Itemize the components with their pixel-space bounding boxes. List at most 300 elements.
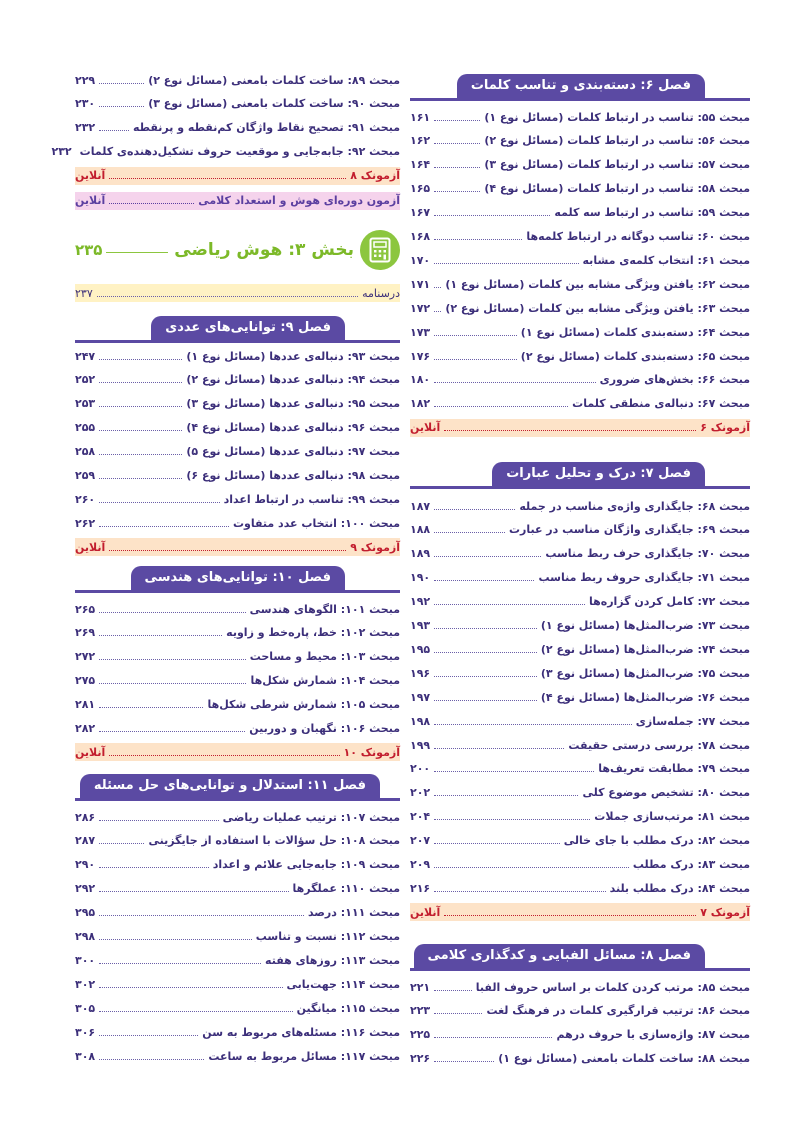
entry-title: مبحث ۹۹: تناسب در ارتباط اعداد: [223, 492, 400, 506]
page-number: ۱۹۲: [410, 595, 431, 609]
dot-leader: [434, 263, 578, 264]
chapter-rule: [75, 340, 400, 343]
page-number: ۱۸۹: [410, 547, 431, 561]
page-number: ۲۲۶: [410, 1052, 431, 1066]
entry-title: آزمونک ۱۰: [343, 745, 400, 759]
page-number: ۲۱۶: [410, 881, 431, 895]
section-leader: [106, 252, 168, 253]
page-number: ۲۸۷: [75, 834, 96, 848]
page-number: ۲۶۲: [75, 516, 96, 530]
page-number: ۲۸۱: [75, 698, 96, 712]
page-number: ۱۷۳: [410, 325, 431, 339]
dot-leader: [99, 939, 252, 940]
entry-title: مبحث ۱۰۲: خط، پاره‌خط و زاویه: [226, 626, 400, 640]
entry-title: آزمونک ۸: [350, 169, 400, 183]
toc-entry[interactable]: [410, 688, 750, 706]
chapter-header: [75, 774, 400, 804]
dot-leader: [434, 795, 578, 796]
entry-title: مبحث ۵۶: تناسب در ارتباط کلمات (مسائل نوع ۲): [484, 134, 750, 148]
entry-title: مبحث ۸۸: ساخت کلمات بامعنی (مسائل نوع ۱): [498, 1052, 750, 1066]
page-number: ۳۰۸: [75, 1049, 96, 1063]
lesson-entry[interactable]: [75, 284, 400, 302]
dot-leader: [99, 502, 219, 503]
entry-title: مبحث ۱۱۱: درصد: [307, 906, 400, 920]
toc-entry[interactable]: [75, 467, 400, 485]
toc-entry[interactable]: [75, 856, 400, 874]
chapter-rule: [410, 968, 750, 971]
dot-leader: [99, 430, 182, 431]
page-number: ۲۷۲: [75, 650, 96, 664]
page-number: ۲۹۵: [75, 906, 96, 920]
entry-title: مبحث ۱۰۵: شمارش شرطی شکل‌ها: [207, 698, 400, 712]
entry-title: مبحث ۶۵: دسته‌بندی کلمات (مسائل نوع ۲): [520, 349, 750, 363]
entry-title: مبحث ۶۳: یافتن ویژگی مشابه بین کلمات (مسائل نوع ۲): [445, 301, 750, 315]
dot-leader: [109, 203, 194, 204]
entry-title: آزمونک ۷: [700, 905, 750, 919]
toc-entry[interactable]: [410, 808, 750, 826]
page-number: ۲۴۷: [75, 349, 96, 363]
page-number: ۱۹۹: [410, 738, 431, 752]
toc-entry[interactable]: [410, 593, 750, 611]
page-number: ۱۹۷: [410, 690, 431, 704]
page-number: ۱۷۲: [410, 301, 431, 315]
chapter-rule: [75, 798, 400, 801]
toc-entry[interactable]: [75, 395, 400, 413]
dot-leader: [99, 820, 218, 821]
page-number: ۲۰۰: [410, 762, 431, 776]
page-number: ۳۰۰: [75, 953, 96, 967]
dot-leader: [99, 731, 245, 732]
toc-entry[interactable]: [410, 736, 750, 754]
page-number: آنلاین: [75, 194, 106, 207]
page-number: ۲۵۵: [75, 421, 96, 435]
entry-title: مبحث ۱۱۲: نسبت و تناسب: [255, 930, 400, 943]
section-page: ۲۳۵: [75, 241, 103, 259]
entry-title: مبحث ۸۹: ساخت کلمات بامعنی (مسائل نوع ۲): [148, 73, 400, 87]
page-number: ۱۶۲: [410, 134, 431, 148]
toc-entry[interactable]: [75, 880, 400, 898]
entry-title: مبحث ۱۰۰: انتخاب عدد متفاوت: [232, 516, 400, 530]
dot-leader: [99, 915, 304, 916]
dot-leader: [434, 382, 595, 383]
dot-leader: [109, 550, 346, 551]
page-number: ۲۸۶: [75, 810, 96, 824]
entry-title: مبحث ۱۰۳: محیط و مساحت: [249, 650, 400, 664]
entry-title: مبحث ۹۶: دنباله‌ی عددها (مسائل نوع ۴): [186, 421, 400, 435]
page-number: ۳۰۶: [75, 1025, 96, 1039]
section-header: [75, 228, 400, 272]
toc-entry[interactable]: [75, 808, 400, 826]
entry-title: مبحث ۹۷: دنباله‌ی عددها (مسائل نوع ۵): [186, 445, 400, 459]
dot-leader: [444, 430, 696, 431]
page-number: ۲۵۲: [75, 373, 96, 387]
toc-entry[interactable]: [410, 228, 750, 246]
entry-title: مبحث ۷۱: جایگذاری حروف ربط مناسب: [538, 571, 750, 585]
entry-title: مبحث ۶۹: جایگذاری واژگان مناسب در عبارت: [508, 523, 750, 537]
dot-leader: [99, 382, 182, 383]
entry-title: مبحث ۸۷: واژه‌سازی با حروف درهم: [556, 1028, 750, 1042]
toc-entry[interactable]: [410, 347, 750, 365]
toc-entry[interactable]: [410, 521, 750, 539]
page-number: آنلاین: [75, 169, 106, 183]
dot-leader: [434, 771, 594, 772]
toc-entry[interactable]: [75, 95, 400, 113]
page-number: ۱۷۶: [410, 349, 431, 363]
dot-leader: [434, 843, 560, 844]
toc-entry[interactable]: [75, 999, 400, 1017]
dot-leader: [434, 143, 480, 144]
page-number: ۲۸۲: [75, 722, 96, 735]
entry-title: مبحث ۸۳: درک مطلب: [632, 858, 750, 871]
toc-entry[interactable]: [410, 712, 750, 730]
page-number: ۱۸۸: [410, 523, 431, 537]
page-number: ۱۶۸: [410, 230, 431, 243]
page-number: ۱۸۰: [410, 373, 431, 387]
page-number: ۱۶۱: [410, 110, 431, 124]
page-number: ۲۷۵: [75, 674, 96, 688]
dot-leader: [434, 335, 517, 336]
dot-leader: [99, 843, 144, 844]
toc-entry[interactable]: [410, 1050, 750, 1068]
toc-entry[interactable]: [410, 108, 750, 126]
toc-entry[interactable]: [75, 119, 400, 137]
entry-title: آزمونک ۹: [350, 540, 400, 554]
entry-title: مبحث ۶۷: دنباله‌ی منطقی کلمات: [572, 397, 750, 411]
dot-leader: [99, 526, 229, 527]
toc-entry[interactable]: [75, 371, 400, 389]
toc-entry[interactable]: [75, 720, 400, 738]
toc-entry[interactable]: [75, 624, 400, 642]
page-number: ۲۰۹: [410, 858, 431, 871]
entry-title: مبحث ۱۰۱: الگوهای هندسی: [249, 602, 400, 616]
entry-title: مبحث ۷۳: ضرب‌المثل‌ها (مسائل نوع ۱): [540, 619, 750, 632]
entry-title: مبحث ۵۹: تناسب در ارتباط سه کلمه: [554, 206, 750, 220]
page-number: ۱۹۳: [410, 619, 431, 632]
dot-leader: [434, 167, 480, 168]
dot-leader: [99, 83, 144, 84]
dot-leader: [434, 628, 537, 629]
dot-leader: [99, 130, 129, 131]
toc-entry[interactable]: [75, 904, 400, 922]
entry-title: مبحث ۱۰۷: ترتیب عملیات ریاضی: [222, 810, 400, 824]
exam-entry[interactable]: [75, 743, 400, 761]
toc-entry[interactable]: [410, 132, 750, 150]
toc-entry[interactable]: [410, 251, 750, 269]
exam-entry[interactable]: [75, 538, 400, 556]
exam-entry[interactable]: [410, 419, 750, 437]
entry-title: آزمونک ۶: [700, 421, 750, 435]
toc-entry[interactable]: [410, 299, 750, 317]
dot-leader: [434, 509, 515, 510]
page-number: ۲۵۳: [75, 397, 96, 411]
entry-title: مبحث ۵۸: تناسب در ارتباط کلمات (مسائل نوع ۴): [484, 182, 750, 196]
page-number: ۲۹۸: [75, 930, 96, 943]
chapter-rule: [410, 486, 750, 489]
page-number: ۲۳۲: [51, 145, 72, 159]
page-number: ۱۸۷: [410, 499, 431, 513]
dot-leader: [99, 478, 182, 479]
dot-leader: [434, 1061, 494, 1062]
chapter-header: [410, 74, 750, 104]
entry-title: مبحث ۷۰: جایگذاری حرف ربط مناسب: [545, 547, 750, 561]
page-number: ۲۶۰: [75, 492, 96, 506]
dot-leader: [434, 406, 568, 407]
dot-leader: [99, 1011, 292, 1012]
entry-title: مبحث ۸۰: تشخیص موضوع کلی: [582, 786, 750, 800]
dot-leader: [434, 532, 505, 533]
toc-entry[interactable]: [75, 490, 400, 508]
chapter-title: فصل ۸: مسائل الفبایی و کدگذاری کلامی: [414, 944, 705, 968]
page-number: ۳۰۵: [75, 1001, 96, 1015]
toc-entry[interactable]: [410, 1002, 750, 1020]
toc-entry[interactable]: [75, 1047, 400, 1065]
dot-leader: [434, 867, 629, 868]
toc-entry[interactable]: [75, 696, 400, 714]
page-number: ۲۳۷: [75, 286, 93, 300]
page-number: ۱۹۰: [410, 571, 431, 585]
toc-entry[interactable]: [75, 600, 400, 618]
entry-title: مبحث ۱۱۴: جهت‌یابی: [286, 977, 400, 991]
chapter-title: فصل ۶: دسته‌بندی و تناسب کلمات: [457, 74, 705, 98]
entry-title: مبحث ۹۱: تصحیح نقاط واژگان کم‌نقطه و پرنقطه: [133, 121, 400, 135]
chapter-header: [75, 316, 400, 346]
toc-entry[interactable]: [410, 640, 750, 658]
page-number: ۲۵۸: [75, 445, 96, 459]
dot-leader: [434, 311, 441, 312]
entry-title: مبحث ۹۴: دنباله‌ی عددها (مسائل نوع ۲): [186, 373, 400, 387]
page-number: ۲۲۳: [410, 1004, 431, 1018]
dot-leader: [434, 604, 585, 605]
entry-title: مبحث ۸۱: مرتب‌سازی جملات: [594, 810, 750, 824]
page-number: آنلاین: [75, 540, 106, 554]
page-number: ۲۲۵: [410, 1028, 431, 1042]
page-number: ۱۷۰: [410, 253, 431, 267]
entry-title: مبحث ۱۰۶: نگهبان و دوربین: [249, 722, 400, 735]
page-number: ۱۶۴: [410, 158, 431, 172]
dot-leader: [109, 178, 346, 179]
page-number: آنلاین: [410, 905, 441, 919]
toc-entry[interactable]: [75, 975, 400, 993]
dot-leader: [434, 191, 480, 192]
page-number: ۱۸۲: [410, 397, 431, 411]
page-number: ۱۹۵: [410, 642, 431, 656]
chapter-title: فصل ۹: توانایی‌های عددی: [151, 316, 345, 340]
toc-entry[interactable]: [75, 347, 400, 365]
toc-entry[interactable]: [410, 545, 750, 563]
page-number: ۱۹۸: [410, 714, 431, 728]
dot-leader: [434, 990, 472, 991]
toc-entry[interactable]: [410, 978, 750, 996]
entry-title: مبحث ۸۶: ترتیب قرارگیری کلمات در فرهنگ لغت: [486, 1004, 750, 1018]
page-number: ۲۳۲: [75, 121, 96, 135]
toc-entry[interactable]: [75, 514, 400, 532]
entry-title: آزمون دوره‌ای هوش و استعداد کلامی: [198, 194, 400, 207]
chapter-header: [75, 566, 400, 596]
dot-leader: [434, 215, 550, 216]
toc-entry[interactable]: [410, 275, 750, 293]
dot-leader: [99, 867, 209, 868]
page-number: ۱۶۷: [410, 206, 431, 220]
dot-leader: [99, 635, 222, 636]
entry-title: مبحث ۹۲: جابه‌جایی و موقعیت حروف تشکیل‌دهنده‌ی کلمات: [79, 145, 400, 159]
entry-title: درسنامه: [362, 286, 400, 300]
chapter-header: [410, 462, 750, 492]
entry-title: مبحث ۶۸: جایگذاری واژه‌ی مناسب در جمله: [519, 499, 750, 513]
page-number: ۲۶۵: [75, 602, 96, 616]
exam-entry[interactable]: [75, 167, 400, 185]
entry-title: مبحث ۹۵: دنباله‌ی عددها (مسائل نوع ۳): [186, 397, 400, 411]
toc-entry[interactable]: [75, 71, 400, 89]
toc-entry[interactable]: [410, 617, 750, 635]
dot-leader: [109, 755, 339, 756]
dot-leader: [99, 683, 246, 684]
toc-entry[interactable]: [410, 323, 750, 341]
dot-leader: [99, 612, 245, 613]
toc-entry[interactable]: [75, 1023, 400, 1041]
entry-title: مبحث ۹۳: دنباله‌ی عددها (مسائل نوع ۱): [186, 349, 400, 363]
toc-entry[interactable]: [75, 951, 400, 969]
entry-title: مبحث ۱۰۴: شمارش شکل‌ها: [250, 674, 400, 688]
toc-entry[interactable]: [410, 784, 750, 802]
section-title: بخش ۳: هوش ریاضی: [174, 240, 354, 260]
page-number: ۲۳۰: [75, 97, 96, 111]
dot-leader: [434, 676, 537, 677]
dot-leader: [99, 659, 246, 660]
page-number: ۲۰۲: [410, 786, 431, 800]
entry-title: مبحث ۱۱۳: روزهای هفته: [265, 953, 400, 967]
entry-title: مبحث ۹۸: دنباله‌ی عددها (مسائل نوع ۶): [186, 469, 400, 482]
dot-leader: [434, 700, 537, 701]
toc-entry[interactable]: [410, 1026, 750, 1044]
entry-title: مبحث ۵۵: تناسب در ارتباط کلمات (مسائل نوع ۱): [484, 110, 750, 124]
page-number: ۲۰۷: [410, 834, 431, 848]
page-number: ۲۹۲: [75, 882, 96, 896]
dot-leader: [434, 287, 441, 288]
page-number: ۲۲۱: [410, 980, 431, 994]
entry-title: مبحث ۶۰: تناسب دوگانه در ارتباط کلمه‌ها: [526, 230, 750, 243]
page-number: ۲۶۹: [75, 626, 96, 640]
toc-entry[interactable]: [410, 497, 750, 515]
dot-leader: [434, 1013, 482, 1014]
entry-title: مبحث ۶۶: بخش‌های ضروری: [599, 373, 750, 387]
dot-leader: [99, 891, 288, 892]
dot-leader: [99, 963, 261, 964]
chapter-header: [410, 944, 750, 974]
entry-title: مبحث ۷۲: کامل کردن گزاره‌ها: [588, 595, 750, 609]
chapter-title: فصل ۱۰: توانایی‌های هندسی: [131, 566, 345, 590]
entry-title: مبحث ۵۷: تناسب در ارتباط کلمات (مسائل نوع ۳): [484, 158, 750, 172]
toc-entry[interactable]: [410, 856, 750, 874]
page-number: ۱۹۶: [410, 666, 431, 680]
chapter-rule: [410, 98, 750, 101]
toc-entry[interactable]: [51, 143, 400, 161]
dot-leader: [434, 556, 541, 557]
toc-entry[interactable]: [75, 419, 400, 437]
toc-entry[interactable]: [75, 928, 400, 946]
entry-title: مبحث ۱۱۶: مسئله‌های مربوط به سن: [202, 1025, 400, 1039]
dot-leader: [434, 819, 590, 820]
entry-title: مبحث ۸۴: درک مطلب بلند: [609, 881, 750, 895]
dot-leader: [99, 454, 182, 455]
toc-entry[interactable]: [410, 156, 750, 174]
entry-title: مبحث ۱۰۹: جابه‌جایی علائم و اعداد: [212, 858, 400, 872]
dot-leader: [99, 1059, 204, 1060]
toc-entry[interactable]: [410, 760, 750, 778]
dot-leader: [434, 1037, 552, 1038]
toc-entry[interactable]: [410, 204, 750, 222]
entry-title: مبحث ۸۵: مرتب کردن کلمات بر اساس حروف الفبا: [475, 980, 750, 994]
toc-entry[interactable]: [410, 569, 750, 587]
entry-title: مبحث ۱۱۵: میانگین: [296, 1001, 400, 1015]
toc-entry[interactable]: [75, 443, 400, 461]
entry-title: مبحث ۷۷: جمله‌سازی: [635, 714, 750, 728]
dot-leader: [434, 580, 534, 581]
dot-leader: [99, 1035, 198, 1036]
toc-entry[interactable]: [410, 395, 750, 413]
toc-entry[interactable]: [75, 832, 400, 850]
dot-leader: [434, 652, 537, 653]
entry-title: مبحث ۷۸: بررسی درستی حقیقت: [568, 738, 750, 752]
entry-title: مبحث ۱۱۰: عملگرها: [292, 882, 400, 896]
entry-title: مبحث ۷۵: ضرب‌المثل‌ها (مسائل نوع ۳): [540, 666, 750, 680]
page-number: آنلاین: [410, 421, 441, 435]
toc-entry[interactable]: [410, 832, 750, 850]
dot-leader: [434, 359, 517, 360]
page-number: ۱۶۵: [410, 182, 431, 196]
dot-leader: [99, 987, 282, 988]
entry-title: مبحث ۷۹: مطابقت تعریف‌ها: [598, 762, 750, 776]
chapter-rule: [75, 590, 400, 593]
page-number: ۲۹۰: [75, 858, 96, 872]
final-exam-entry[interactable]: [75, 192, 400, 210]
chapter-title: فصل ۷: درک و تحلیل عبارات: [492, 462, 705, 486]
toc-entry[interactable]: [410, 664, 750, 682]
entry-title: مبحث ۱۱۷: مسائل مربوط به ساعت: [208, 1049, 400, 1063]
entry-title: مبحث ۶۴: دسته‌بندی کلمات (مسائل نوع ۱): [520, 325, 750, 339]
toc-entry[interactable]: [410, 879, 750, 897]
dot-leader: [434, 239, 522, 240]
entry-title: مبحث ۱۰۸: حل سؤالات با استفاده از جایگزینی: [148, 834, 400, 848]
dot-leader: [434, 891, 605, 892]
page-number: ۲۵۹: [75, 469, 96, 482]
dot-leader: [434, 748, 564, 749]
entry-title: مبحث ۶۲: یافتن ویژگی مشابه بین کلمات (مسائل نوع ۱): [445, 277, 750, 291]
dot-leader: [434, 120, 480, 121]
dot-leader: [99, 106, 144, 107]
dot-leader: [444, 915, 696, 916]
toc-entry[interactable]: [410, 371, 750, 389]
dot-leader: [434, 724, 632, 725]
calculator-icon: [360, 230, 400, 270]
page-number: آنلاین: [75, 745, 106, 759]
entry-title: مبحث ۷۴: ضرب‌المثل‌ها (مسائل نوع ۲): [540, 642, 750, 656]
toc-entry[interactable]: [75, 672, 400, 690]
chapter-title: فصل ۱۱: استدلال و توانایی‌های حل مسئله: [80, 774, 380, 798]
entry-title: مبحث ۸۲: درک مطلب با جای خالی: [563, 834, 750, 848]
dot-leader: [97, 296, 358, 297]
entry-title: مبحث ۹۰: ساخت کلمات بامعنی (مسائل نوع ۳): [148, 97, 400, 111]
toc-entry[interactable]: [410, 180, 750, 198]
page-number: ۳۰۲: [75, 977, 96, 991]
dot-leader: [99, 359, 182, 360]
exam-entry[interactable]: [410, 903, 750, 921]
dot-leader: [99, 406, 182, 407]
page-number: ۱۷۱: [410, 277, 431, 291]
dot-leader: [99, 707, 203, 708]
page-number: ۲۰۴: [410, 810, 431, 824]
toc-entry[interactable]: [75, 648, 400, 666]
page-number: ۲۲۹: [75, 73, 96, 87]
